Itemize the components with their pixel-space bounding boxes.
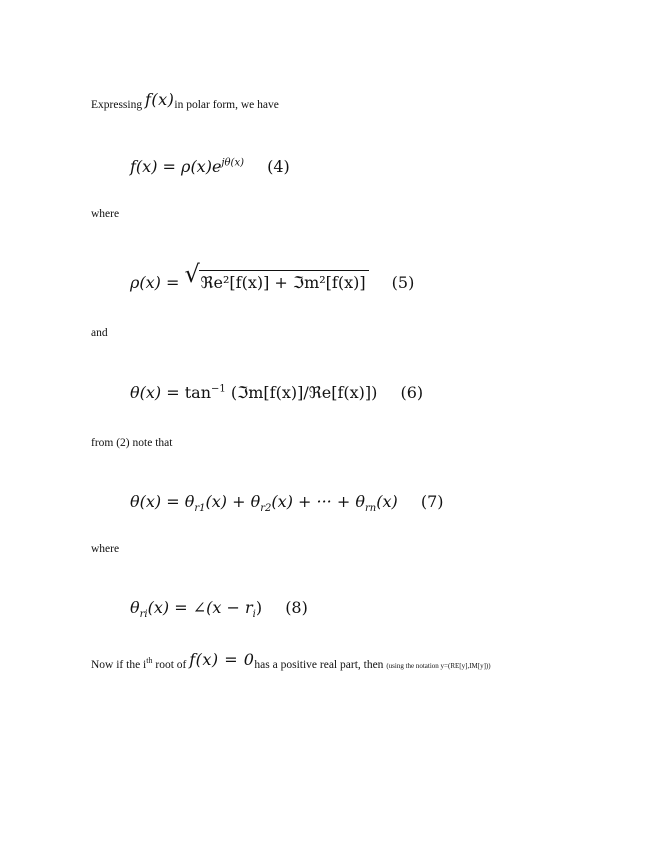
eq5-sqrt <box>184 260 369 293</box>
eq6-argument: (ℑm[f(x)]/ℜe[f(x)]) <box>230 383 378 402</box>
eq7-relation: = <box>166 492 180 511</box>
text-notation-note: (using the notation y=(RE[y],IM[y])) <box>386 661 491 670</box>
inline-math-fx: f(x) <box>144 90 175 109</box>
eq8-relation: = <box>174 598 188 617</box>
text-polar-form: in polar form, we have <box>174 99 279 111</box>
eq7-term2-sub: r2 <box>260 503 272 515</box>
eq6-lhs: θ(x) <box>130 383 162 402</box>
text-from-2: from (2) note that <box>91 437 173 449</box>
eq5-relation: = <box>166 273 180 292</box>
eq7-lhs: θ(x) <box>130 492 162 511</box>
eq5-lhs: ρ(x) <box>130 273 161 292</box>
text-now-if: Now if the i <box>91 658 147 671</box>
eq7-term3-sub: rn <box>364 503 377 515</box>
eq7-number: (7) <box>420 492 444 511</box>
text-positive-real: has a positive real part, then <box>254 658 387 671</box>
eq8-rhs: ∠(x − r <box>192 598 253 617</box>
eq6-function: tan <box>184 383 212 402</box>
eq7-term3: θ <box>355 492 365 511</box>
eq5-radicand: ℜe²[f(x)] + ℑm²[f(x)] <box>200 273 366 292</box>
equation-6 <box>130 383 423 403</box>
eq7-term1-sub: r1 <box>194 503 206 515</box>
eq8-rhs-close: ) <box>255 598 263 617</box>
equation-7 <box>130 492 444 515</box>
text-where-1: where <box>91 208 120 220</box>
equation-5 <box>130 260 415 293</box>
eq4-rhs: ρ(x)e <box>181 157 222 176</box>
eq8-lhs: θ <box>130 598 140 617</box>
eq7-term1: θ <box>184 492 195 511</box>
eq5-number: (5) <box>391 273 415 292</box>
equation-4 <box>130 157 290 177</box>
text-and: and <box>91 327 108 339</box>
equation-8 <box>130 598 308 621</box>
eq7-term2-arg: (x) + ··· + <box>271 492 356 511</box>
paragraph-polar-intro <box>91 90 279 112</box>
eq6-relation: = <box>166 383 180 402</box>
text-where-2: where <box>91 543 120 555</box>
eq8-rhs-sub: i <box>252 609 256 621</box>
paragraph-positive-real-part <box>91 649 491 673</box>
eq8-lhs-sub: ri <box>139 609 148 621</box>
eq4-exponent: jθ(x) <box>221 157 244 169</box>
sqrt-symbol-icon: √ <box>184 260 200 288</box>
eq4-relation: = <box>162 157 176 176</box>
eq7-term3-arg: (x) <box>376 492 398 511</box>
eq8-number: (8) <box>285 598 308 617</box>
inline-math-fx-zero: f(x) = 0 <box>189 649 255 669</box>
text-ith-sup: th <box>146 656 153 665</box>
text-root-of: root of <box>152 658 190 671</box>
eq4-number: (4) <box>267 157 290 176</box>
eq6-number: (6) <box>400 383 424 402</box>
eq7-term2: θ <box>250 492 261 511</box>
eq6-function-sup: −1 <box>211 383 226 395</box>
eq4-lhs: f(x) <box>130 157 158 176</box>
text-expressing: Expressing <box>91 99 145 111</box>
eq8-lhs-arg: (x) <box>147 598 170 617</box>
eq7-term1-arg: (x) + <box>205 492 251 511</box>
